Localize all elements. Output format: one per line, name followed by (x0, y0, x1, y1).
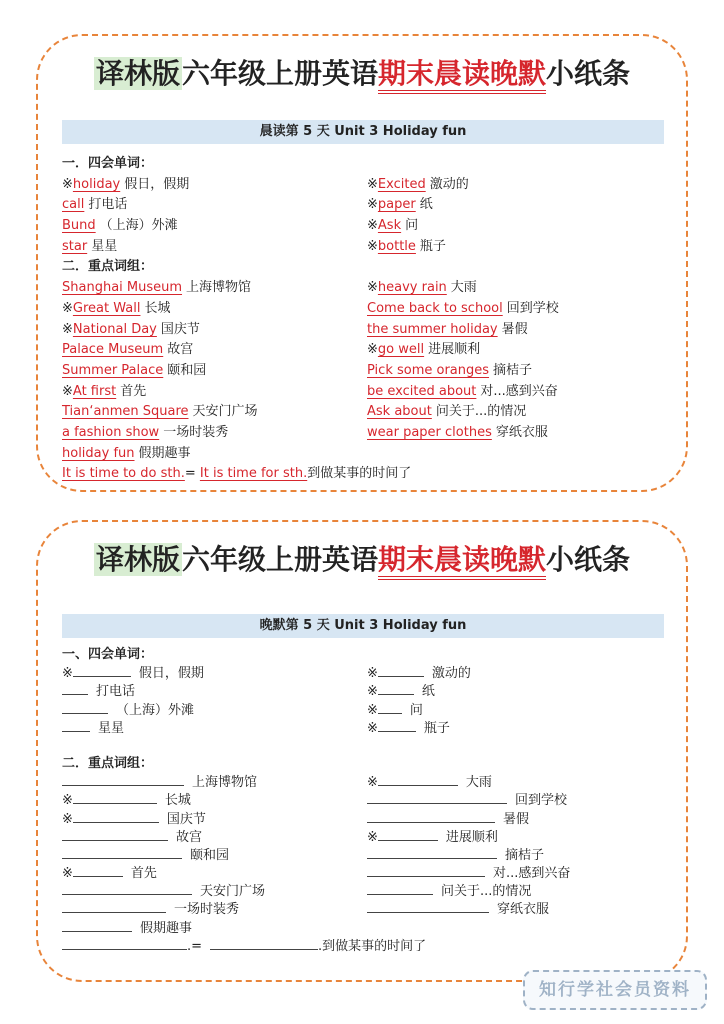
subtitle-bar: 晚默第 5 天 Unit 3 Holiday fun (62, 614, 664, 638)
chinese-meaning: 上海博物馆 (192, 775, 258, 791)
phrase-left-column (62, 278, 367, 464)
title-publisher: 译林版 (95, 57, 180, 90)
time-sentence (62, 937, 672, 955)
answer-blank[interactable] (73, 864, 123, 877)
answer-blank[interactable] (62, 828, 168, 841)
card-body (62, 646, 672, 955)
phrase-row (62, 773, 367, 791)
phrase-row (367, 402, 672, 423)
vocab-row (367, 216, 672, 237)
vocab-row (62, 195, 367, 216)
chinese-meaning: 天安门广场 (192, 404, 258, 420)
chinese-meaning: 纸 (419, 197, 433, 213)
answer-blank[interactable] (62, 719, 90, 732)
english-term: Great Wall (72, 300, 141, 316)
phrase-row (367, 900, 672, 918)
chinese-meaning: 摘桔子 (505, 847, 545, 863)
chinese-meaning: 颐和园 (167, 362, 207, 378)
title-suffix: 小纸条 (546, 57, 631, 90)
chinese-meaning: 对...感到兴奋 (493, 866, 571, 882)
answer-blank[interactable] (367, 900, 489, 913)
answer-blank[interactable] (378, 773, 458, 786)
chinese-meaning: 一场时装秀 (174, 902, 240, 918)
english-term: Bund (62, 218, 96, 234)
chinese-meaning: 故宫 (167, 342, 194, 358)
star-mark: ※ (62, 300, 73, 316)
phrase-columns (62, 278, 672, 464)
chinese-meaning: 穿纸衣服 (495, 424, 548, 440)
answer-blank[interactable] (367, 846, 497, 859)
english-term: Tian‘anmen Square (62, 404, 189, 420)
title-publisher: 译林版 (95, 543, 180, 576)
star-mark: ※ (367, 666, 378, 682)
card-title (38, 54, 686, 94)
spacer (62, 737, 672, 755)
time-sentence (62, 464, 672, 485)
phrase-row (367, 423, 672, 444)
english-term: go well (377, 342, 425, 358)
section-phrase-heading: 二．重点词组： (62, 755, 154, 771)
chinese-meaning: 大雨 (465, 775, 492, 791)
answer-blank[interactable] (73, 791, 157, 804)
english-term: holiday fun (62, 445, 135, 461)
chinese-meaning: 激动的 (431, 666, 471, 682)
chinese-meaning: 进展顺利 (445, 829, 498, 845)
chinese-meaning: 国庆节 (160, 321, 200, 337)
answer-blank[interactable] (73, 810, 159, 823)
phrase-row (62, 864, 367, 882)
phrase-row (62, 361, 367, 382)
chinese-meaning: 假期趣事 (138, 445, 191, 461)
vocab-row (367, 237, 672, 258)
phrase-row (62, 882, 367, 900)
chinese-meaning: 问 (409, 702, 423, 718)
phrase-row (62, 278, 367, 299)
phrase-row (367, 828, 672, 846)
vocab-row (367, 719, 672, 737)
vocab-row (62, 701, 367, 719)
sentence-en-1: It is time to do sth. (62, 466, 185, 482)
phrase-row (367, 846, 672, 864)
star-mark: ※ (62, 793, 73, 809)
phrase-row (367, 278, 672, 299)
english-term: the summer holiday (367, 321, 498, 337)
english-term: Shanghai Museum (62, 280, 183, 296)
phrase-row (62, 402, 367, 423)
answer-blank[interactable] (378, 701, 402, 714)
title-grade: 六年级上册英语 (181, 57, 378, 90)
english-term: call (62, 197, 85, 213)
star-mark: ※ (367, 342, 378, 358)
answer-blank[interactable] (62, 882, 192, 895)
phrase-row (62, 423, 367, 444)
answer-blank[interactable] (62, 701, 108, 714)
star-mark: ※ (62, 666, 73, 682)
english-term: Come back to school (367, 300, 503, 316)
vocab-columns (62, 175, 672, 258)
chinese-meaning: 国庆节 (166, 811, 206, 827)
vocab-left-column (62, 664, 367, 737)
phrase-row (62, 828, 367, 846)
english-term: wear paper clothes (367, 424, 492, 440)
phrase-right-column (367, 278, 672, 464)
morning-reading-card (36, 34, 688, 492)
vocab-columns (62, 664, 672, 737)
phrase-row (62, 340, 367, 361)
answer-blank[interactable] (367, 864, 485, 877)
english-term: Ask about (367, 404, 432, 420)
english-term: star (62, 238, 88, 254)
phrase-row (367, 340, 672, 361)
evening-dictation-card (36, 520, 688, 982)
star-mark: ※ (367, 702, 378, 718)
star-mark: ※ (62, 176, 73, 192)
answer-blank[interactable] (378, 664, 424, 677)
vocab-row (367, 195, 672, 216)
english-term: be excited about (367, 383, 477, 399)
chinese-meaning: （上海）外滩 (116, 702, 195, 718)
english-term: Palace Museum (62, 342, 164, 358)
phrase-row (367, 882, 672, 900)
vocab-row (62, 237, 367, 258)
vocab-row (62, 664, 367, 682)
watermark-stamp: 知行学社会员资料 (523, 970, 707, 1010)
answer-blank[interactable] (378, 828, 438, 841)
star-mark: ※ (367, 176, 378, 192)
phrase-row (367, 320, 672, 341)
chinese-meaning: 激动的 (429, 176, 469, 192)
english-term: Ask (377, 218, 402, 234)
answer-blank[interactable] (62, 846, 182, 859)
vocab-row (62, 175, 367, 196)
title-highlight: 期末晨读晚默 (378, 57, 546, 94)
chinese-meaning: 颐和园 (190, 847, 230, 863)
star-mark: ※ (367, 197, 378, 213)
answer-blank[interactable] (378, 682, 414, 695)
chinese-meaning: 问关于...的情况 (435, 404, 527, 420)
section-phrase-heading: 二．重点词组： (62, 259, 154, 275)
phrase-row (367, 864, 672, 882)
vocab-row (62, 682, 367, 700)
answer-blank[interactable] (378, 719, 416, 732)
vocab-row (367, 175, 672, 196)
star-mark: ※ (367, 720, 378, 736)
chinese-meaning: 上海博物馆 (186, 280, 252, 296)
title-suffix: 小纸条 (546, 543, 631, 576)
vocab-row (367, 664, 672, 682)
answer-blank[interactable] (367, 791, 507, 804)
chinese-meaning: 穿纸衣服 (497, 902, 550, 918)
vocab-right-column (367, 664, 672, 737)
subtitle-bar: 晨读第 5 天 Unit 3 Holiday fun (62, 120, 664, 144)
answer-blank[interactable] (62, 919, 132, 932)
answer-blank[interactable] (367, 882, 433, 895)
chinese-meaning: 暑假 (503, 811, 530, 827)
english-term: paper (377, 197, 416, 213)
vocab-left-column (62, 175, 367, 258)
answer-blank[interactable] (73, 664, 131, 677)
chinese-meaning: 对...感到兴奋 (480, 383, 558, 399)
chinese-meaning: 摘桔子 (493, 362, 533, 378)
chinese-meaning: 长城 (164, 793, 191, 809)
star-mark: ※ (367, 238, 378, 254)
answer-blank[interactable] (210, 937, 318, 950)
card-body (62, 154, 672, 485)
phrase-row (62, 444, 367, 465)
sentence-equals: = (184, 466, 200, 482)
chinese-meaning: 星星 (91, 238, 118, 254)
star-mark: ※ (367, 280, 378, 296)
phrase-row (367, 361, 672, 382)
english-term: National Day (72, 321, 157, 337)
chinese-meaning: 长城 (144, 300, 171, 316)
chinese-meaning: 瓶子 (419, 238, 446, 254)
phrase-left-column (62, 773, 367, 937)
english-term: Excited (377, 176, 426, 192)
sentence-cn: 到做某事的时间了 (307, 466, 412, 482)
phrase-row (62, 846, 367, 864)
chinese-meaning: 问 (405, 218, 419, 234)
chinese-meaning: 打电话 (96, 684, 136, 700)
chinese-meaning: 回到学校 (506, 300, 559, 316)
answer-blank[interactable] (62, 773, 184, 786)
chinese-meaning: 首先 (130, 866, 157, 882)
phrase-row (62, 299, 367, 320)
title-grade: 六年级上册英语 (181, 543, 378, 576)
phrase-row (62, 900, 367, 918)
english-term: Pick some oranges (367, 362, 490, 378)
chinese-meaning: 进展顺利 (428, 342, 481, 358)
english-term: a fashion show (62, 424, 160, 440)
answer-blank[interactable] (367, 810, 495, 823)
english-term: bottle (377, 238, 416, 254)
title-highlight: 期末晨读晚默 (378, 543, 546, 580)
sentence-equals: .= (187, 938, 203, 954)
star-mark: ※ (367, 218, 378, 234)
star-mark: ※ (367, 829, 378, 845)
chinese-meaning: 一场时装秀 (163, 424, 229, 440)
section-vocab-heading: 一．四会单词： (62, 156, 154, 171)
chinese-meaning: 假日，假期 (138, 666, 204, 682)
phrase-row (367, 791, 672, 809)
chinese-meaning: 打电话 (88, 197, 128, 213)
phrase-row (62, 919, 367, 937)
phrase-row (367, 810, 672, 828)
english-term: At first (72, 383, 117, 399)
answer-blank[interactable] (62, 682, 88, 695)
chinese-meaning: 纸 (421, 684, 435, 700)
phrase-row (62, 810, 367, 828)
star-mark: ※ (62, 383, 73, 399)
chinese-meaning: 假日，假期 (124, 176, 190, 192)
chinese-meaning: 故宫 (176, 829, 203, 845)
phrase-row (62, 382, 367, 403)
sentence-en-2: It is time for sth. (199, 466, 308, 482)
star-mark: ※ (62, 811, 73, 827)
star-mark: ※ (367, 775, 378, 791)
chinese-meaning: 天安门广场 (200, 884, 266, 900)
phrase-row (367, 773, 672, 791)
vocab-row (62, 719, 367, 737)
vocab-row (367, 701, 672, 719)
chinese-meaning: 瓶子 (423, 720, 450, 736)
chinese-meaning: 回到学校 (515, 793, 568, 809)
phrase-row (62, 791, 367, 809)
answer-blank[interactable] (62, 937, 187, 950)
section-vocab-heading: 一、四会单词： (62, 647, 154, 662)
chinese-meaning: 大雨 (450, 280, 477, 296)
vocab-row (62, 216, 367, 237)
phrase-right-column (367, 773, 672, 937)
card-title (38, 540, 686, 580)
chinese-meaning: 首先 (120, 383, 147, 399)
star-mark: ※ (367, 684, 378, 700)
vocab-row (367, 682, 672, 700)
vocab-right-column (367, 175, 672, 258)
sentence-cn: .到做某事的时间了 (318, 938, 427, 954)
english-term: holiday (72, 176, 121, 192)
chinese-meaning: （上海）外滩 (99, 218, 178, 234)
star-mark: ※ (62, 866, 73, 882)
english-term: heavy rain (377, 280, 447, 296)
chinese-meaning: 星星 (98, 720, 125, 736)
phrase-columns (62, 773, 672, 937)
chinese-meaning: 假期趣事 (140, 920, 193, 936)
chinese-meaning: 问关于...的情况 (441, 884, 532, 900)
chinese-meaning: 暑假 (501, 321, 528, 337)
phrase-row (367, 382, 672, 403)
phrase-row (367, 299, 672, 320)
english-term: Summer Palace (62, 362, 164, 378)
answer-blank[interactable] (62, 900, 166, 913)
phrase-row (62, 320, 367, 341)
star-mark: ※ (62, 321, 73, 337)
